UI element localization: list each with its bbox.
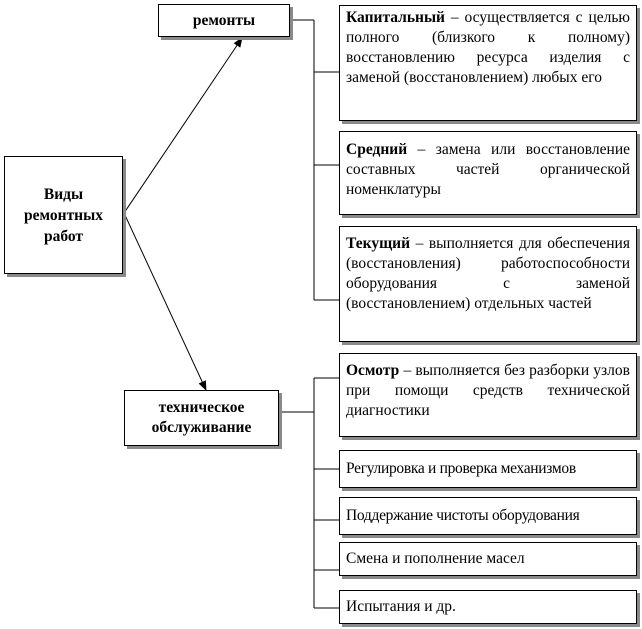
- maintenance-item-desc: Поддержание чистоты оборудования: [346, 507, 580, 524]
- maintenance-box: [124, 390, 279, 446]
- maintenance-item-cleaning: [339, 497, 637, 535]
- repair-item-desc: – выполняется для обеспечения (восстановления) работоспособности оборудования с заменой (восстановлением) отдельных частей: [346, 235, 630, 312]
- maintenance-item-testing: [339, 590, 637, 624]
- repairs-label: ремонты: [192, 11, 256, 29]
- maintenance-item-desc: Регулировка и проверка механизмов: [346, 460, 576, 477]
- maintenance-label: техническое обслуживание: [151, 399, 252, 436]
- repair-item-desc: – замена или восстановление составных частей органической номенклатуры: [346, 141, 630, 198]
- root-label: Виды ремонтных работ: [24, 185, 103, 245]
- arrow-to-maintenance: [124, 213, 206, 390]
- maintenance-item-desc: Смена и пополнение масел: [346, 550, 525, 567]
- repair-item-term: Текущий: [346, 235, 411, 252]
- root-box: [4, 156, 123, 274]
- repair-item-current: [339, 226, 637, 342]
- maintenance-item-inspection: [339, 353, 637, 437]
- repair-item-term: Капитальный: [346, 9, 445, 26]
- maintenance-item-desc: – выполняется без разборки узлов при помощи средств технической диагностики: [346, 362, 630, 419]
- maintenance-item-desc: Испытания и др.: [346, 598, 456, 615]
- repair-item-desc: – осуществляется с целью полного (близкого к полному) восстановлению ресурса изделия с заменой (восстановлением) любых его: [346, 9, 630, 86]
- repairs-box: [158, 4, 290, 37]
- maintenance-item-oil: [339, 542, 637, 576]
- maintenance-item-adjustment: [339, 450, 637, 488]
- repair-item-capital: [339, 5, 637, 121]
- arrow-to-repairs: [124, 38, 242, 213]
- repair-item-term: Средний: [346, 141, 408, 158]
- repair-item-medium: [339, 131, 637, 215]
- maintenance-item-term: Осмотр: [346, 362, 400, 379]
